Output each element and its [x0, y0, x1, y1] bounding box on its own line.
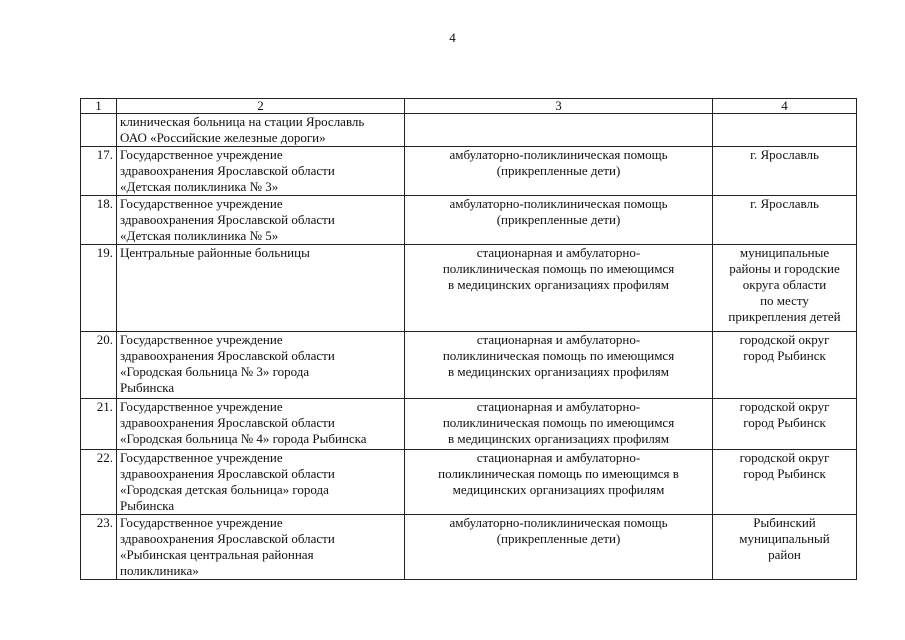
cell-number: 20.: [81, 332, 117, 399]
cell-help-type: [405, 114, 713, 147]
organization-line: Государственное учреждение: [120, 332, 283, 347]
cell-help-type: [405, 399, 713, 450]
cell-area: [713, 332, 857, 399]
cell-organization: [117, 245, 405, 332]
cell-help-type: [405, 245, 713, 332]
area-line: Рыбинский: [753, 515, 816, 530]
area-line: районы и городские: [729, 261, 840, 276]
help-line: амбулаторно-поликлиническая помощь: [449, 196, 668, 211]
area-line: округа области: [742, 277, 827, 292]
cell-help-type: [405, 196, 713, 245]
help-line: в медицинских организациях профилям: [447, 431, 670, 446]
organization-line: «Городская больница № 3» города: [120, 364, 310, 379]
cell-number: [81, 114, 117, 147]
cell-area: [713, 147, 857, 196]
cell-organization: [117, 332, 405, 399]
cell-organization: [117, 114, 405, 147]
continuation-row: [81, 114, 857, 147]
organization-line: Государственное учреждение: [120, 515, 283, 530]
cell-number: 19.: [81, 245, 117, 332]
cell-organization: [117, 515, 405, 580]
help-line: поликлиническая помощь по имеющимся: [442, 261, 675, 276]
cell-organization: [117, 196, 405, 245]
table-row: [81, 196, 857, 245]
cell-help-type: [405, 147, 713, 196]
organization-line: здравоохранения Ярославской области: [120, 212, 335, 227]
table-row: [81, 147, 857, 196]
organization-line: Государственное учреждение: [120, 196, 283, 211]
area-line: прикрепления детей: [728, 309, 841, 324]
help-line: поликлиническая помощь по имеющимся: [442, 415, 675, 430]
cell-number: 21.: [81, 399, 117, 450]
cell-organization: [117, 450, 405, 515]
area-line: район: [768, 547, 801, 562]
column-header-3: 3: [405, 99, 713, 114]
table-row: [81, 399, 857, 450]
cell-number: 18.: [81, 196, 117, 245]
organization-line: Рыбинска: [120, 498, 175, 513]
organization-line: «Рыбинская центральная районная: [120, 547, 314, 562]
cell-area: [713, 515, 857, 580]
help-line: стационарная и амбулаторно-: [476, 450, 641, 465]
table-row: [81, 332, 857, 399]
table-row: [81, 515, 857, 580]
area-line: г. Ярославль: [750, 147, 819, 162]
help-line: (прикрепленные дети): [496, 163, 621, 178]
cell-help-type: [405, 515, 713, 580]
organization-line: «Детская поликлиника № 3»: [120, 179, 279, 194]
help-line: в медицинских организациях профилям: [447, 277, 670, 292]
area-line: городской округ: [739, 332, 830, 347]
help-line: в медицинских организациях профилям: [447, 364, 670, 379]
cell-area: [713, 245, 857, 332]
help-line: (прикрепленные дети): [496, 212, 621, 227]
column-header-2: 2: [117, 99, 405, 114]
cell-area: [713, 450, 857, 515]
help-line: поликлиническая помощь по имеющимся в: [438, 466, 679, 481]
column-header-4: 4: [713, 99, 857, 114]
area-line: городской округ: [739, 399, 830, 414]
organization-line: «Городская детская больница» города: [120, 482, 329, 497]
cell-help-type: [405, 450, 713, 515]
page-number: 4: [449, 30, 456, 45]
cell-area: [713, 114, 857, 147]
help-line: (прикрепленные дети): [496, 531, 621, 546]
help-line: медицинских организациях профилям: [452, 482, 665, 497]
cell-organization: [117, 147, 405, 196]
organization-line: Центральные районные больницы: [120, 245, 310, 260]
cell-number: 17.: [81, 147, 117, 196]
help-line: стационарная и амбулаторно-: [476, 399, 641, 414]
cell-area: [713, 196, 857, 245]
organization-line: «Детская поликлиника № 5»: [120, 228, 279, 243]
organization-line: здравоохранения Ярославской области: [120, 348, 335, 363]
organization-line: здравоохранения Ярославской области: [120, 163, 335, 178]
organization-line: клиническая больница на стации Ярославль: [120, 114, 365, 129]
help-line: стационарная и амбулаторно-: [476, 245, 641, 260]
area-line: город Рыбинск: [743, 415, 826, 430]
organization-line: Рыбинска: [120, 380, 175, 395]
organization-line: поликлиника»: [120, 563, 199, 578]
area-line: город Рыбинск: [743, 466, 826, 481]
column-header-1: 1: [81, 99, 117, 114]
area-line: г. Ярославль: [750, 196, 819, 211]
cell-area: [713, 399, 857, 450]
help-line: стационарная и амбулаторно-: [476, 332, 641, 347]
organization-line: Государственное учреждение: [120, 147, 283, 162]
organizations-table: [80, 98, 857, 580]
area-line: муниципальные: [739, 245, 830, 260]
help-line: амбулаторно-поликлиническая помощь: [449, 147, 668, 162]
table-row: [81, 245, 857, 332]
organization-line: Государственное учреждение: [120, 399, 283, 414]
area-line: муниципальный: [739, 531, 830, 546]
help-line: поликлиническая помощь по имеющимся: [442, 348, 675, 363]
area-line: городской округ: [739, 450, 830, 465]
cell-number: 23.: [81, 515, 117, 580]
area-line: по месту: [760, 293, 809, 308]
area-line: город Рыбинск: [743, 348, 826, 363]
header-row: [81, 99, 857, 114]
cell-organization: [117, 399, 405, 450]
cell-number: 22.: [81, 450, 117, 515]
table-row: [81, 450, 857, 515]
organization-line: здравоохранения Ярославской области: [120, 466, 335, 481]
organization-line: Государственное учреждение: [120, 450, 283, 465]
organization-line: «Городская больница № 4» города Рыбинска: [120, 431, 367, 446]
help-line: амбулаторно-поликлиническая помощь: [449, 515, 668, 530]
organization-line: ОАО «Российские железные дороги»: [120, 130, 326, 145]
cell-help-type: [405, 332, 713, 399]
organization-line: здравоохранения Ярославской области: [120, 415, 335, 430]
organization-line: здравоохранения Ярославской области: [120, 531, 335, 546]
